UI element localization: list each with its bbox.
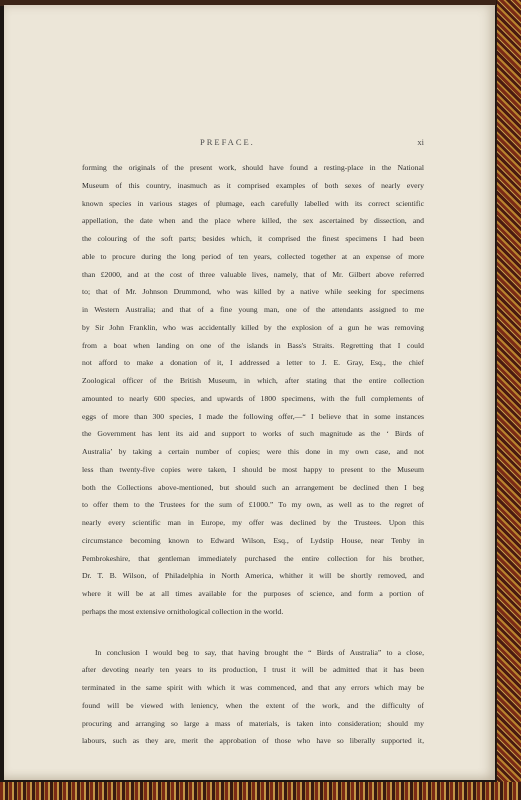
text-line: Australia’ by taking a certain number of copies; were this done in my own case, and not [82, 447, 424, 456]
text-line: terminated in the same spirit with which it was commenced, and that any errors which may be [82, 683, 424, 692]
paragraph-gap [82, 621, 424, 644]
text-line: amounted to nearly 600 species, and upwards of 1800 specimens, with the full complements of [82, 393, 424, 403]
text-line: both the Collections above-mentioned, but should such an arrangement be declined then I beg [82, 482, 424, 492]
text-line: perhaps the most extensive ornithological collection in the world. [82, 606, 284, 616]
text-line: appellation, the date when and the place where killed, the sex ascertained by dissection, and [82, 216, 424, 226]
text-line: to offer them to the Trustees for the sum of £1000.” To my own, as well as to the regret of [82, 500, 424, 510]
text-line: from a boat when landing on one of the islands in Bass's Straits. Regretting that I could [82, 340, 424, 350]
text-line: not afford to make a donation of it, I addressed a letter to J. E. Gray, Esq., the chief [82, 358, 424, 368]
text-line: Dr. T. B. Wilson, of Philadelphia in North America, whither it will be shortly removed, and [82, 571, 424, 581]
text-line: after devoting nearly ten years to its production, I trust it will be admitted that it has been [82, 665, 424, 675]
paragraph-1 [82, 159, 424, 621]
text-line: labours, such as they are, merit the approbation of those who have so liberally supported it, [82, 736, 424, 746]
text-line: the colouring of the soft parts; besides which, it comprised the finest specimens I had been [82, 234, 424, 243]
text-line: Museum of this country, inasmuch as it comprised examples of both sexes of nearly every [82, 180, 424, 190]
text-line: to; that of Mr. Johnson Drummond, who was killed by a native while seeking for specimens [82, 287, 424, 297]
text-line: nearly every scientific man in Europe, my offer was declined by the Trustees. Upon this [82, 518, 424, 527]
running-title: PREFACE. [200, 137, 255, 147]
text-line: the Government has lent its aid and support to works of such magnitude as the ‘ Birds of [82, 429, 424, 439]
text-line: less than twenty-five copies were taken, I should be most happy to present to the Museum [82, 464, 424, 474]
paper-page [4, 5, 495, 780]
text-line: Pembrokeshire, that gentleman immediately purchased the entire collection for his brother, [82, 553, 424, 563]
body-text [82, 159, 424, 750]
paragraph-2 [82, 644, 424, 751]
text-line: known species in various stages of plumage, each carefully labelled with its correct scientific [82, 198, 424, 208]
text-line: procuring and arranging so large a mass of materials, is taken into consideration; should my [82, 718, 424, 728]
ornamental-bottom-edge [0, 782, 521, 800]
ornamental-binding-edge [496, 0, 521, 800]
text-line: than £2000, and at the cost of three valuable lives, namely, that of Mr. Gilbert above referred [82, 269, 424, 279]
page-header [4, 137, 495, 151]
page-number: xi [417, 137, 424, 147]
text-line: found will be viewed with leniency, when the extent of the work, and the difficulty of [82, 700, 424, 710]
text-line: where it will be at all times available for the purposes of science, and form a portion of [82, 589, 424, 598]
text-line: by Sir John Franklin, who was accidentally killed by the explosion of a gun he was removing [82, 322, 424, 332]
text-line: in Western Australia; and that of a fine young man, one of the attendants assigned to me [82, 305, 424, 314]
text-line: forming the originals of the present work, should have found a resting-place in the National [82, 163, 424, 172]
text-line: In conclusion I would beg to say, that having brought the “ Birds of Australia” to a close, [95, 647, 424, 657]
text-line: able to procure during the long period of ten years, collected together at an expense of more [82, 251, 424, 261]
text-line: eggs of more than 300 species, I made the following offer,—“ I believe that in some instances [82, 411, 424, 421]
text-line: Zoological officer of the British Museum, in which, after stating that the entire collection [82, 376, 424, 385]
text-line: circumstance becoming known to Edward Wilson, Esq., of Lydstip House, near Tenby in [82, 535, 424, 545]
